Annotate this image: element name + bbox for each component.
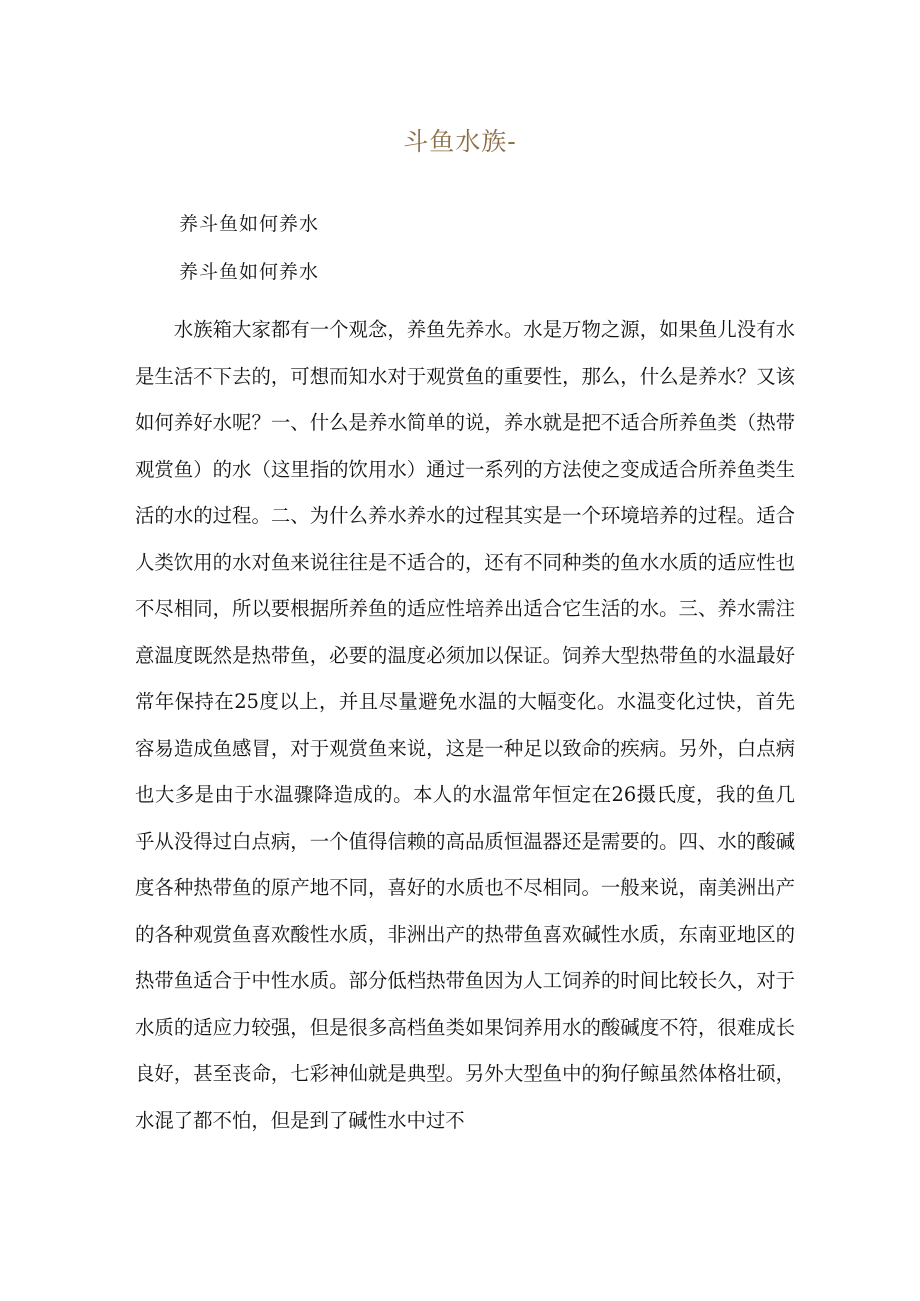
document-body-paragraph: 水族箱大家都有一个观念，养鱼先养水。水是万物之源，如果鱼儿没有水是生活不下去的，可想而知水对于观赏鱼的重要性，那么，什么是养水？又该如何养好水呢？一、什么是养水简单的说，养水就是把不适合所养鱼类（热带观赏鱼）的水（这里指的饮用水）通过一系列的方法使之变成适合所养鱼类生活的水的过程。二、为什么养水养水的过程其实是一个环境培养的过程。适合人类饮用的水对鱼来说往往是不适合的，还有不同种类的鱼水水质的适应性也不尽相同，所以要根据所养鱼的适应性培养出适合它生活的水。三、养水需注意温度既然是热带鱼，必要的温度必须加以保证。饲养大型热带鱼的水温最好常年保持在25度以上，并且尽量避免水温的大幅变化。水温变化过快，首先容易造成鱼感冒，对于观赏鱼来说，这是一种足以致命的疾病。另外，白点病也大多是由于水温骤降造成的。本人的水温常年恒定在26摄氏度，我的鱼几乎从没得过白点病，一个值得信赖的高品质恒温器还是需要的。四、水的酸碱度各种热带鱼的原产地不同，喜好的水质也不尽相同。一般来说，南美洲出产的各种观赏鱼喜欢酸性水质，非洲出产的热带鱼喜欢碱性水质，东南亚地区的热带鱼适合于中性水质。部分低档热带鱼因为人工饲养的时间比较长久，对于水质的适应力较强，但是很多高档鱼类如果饲养用水的酸碱度不符，很难成长良好，甚至丧命，七彩神仙就是典型。另外大型鱼中的狗仔鲸虽然体格壮硕，水混了都不怕，但是到了碱性水中过不 [135, 318, 795, 1132]
document-title: 斗鱼水族- [403, 127, 517, 156]
document-subtitle: 养斗鱼如何养水 [179, 213, 320, 235]
document-subtitle-repeat: 养斗鱼如何养水 [179, 261, 320, 283]
